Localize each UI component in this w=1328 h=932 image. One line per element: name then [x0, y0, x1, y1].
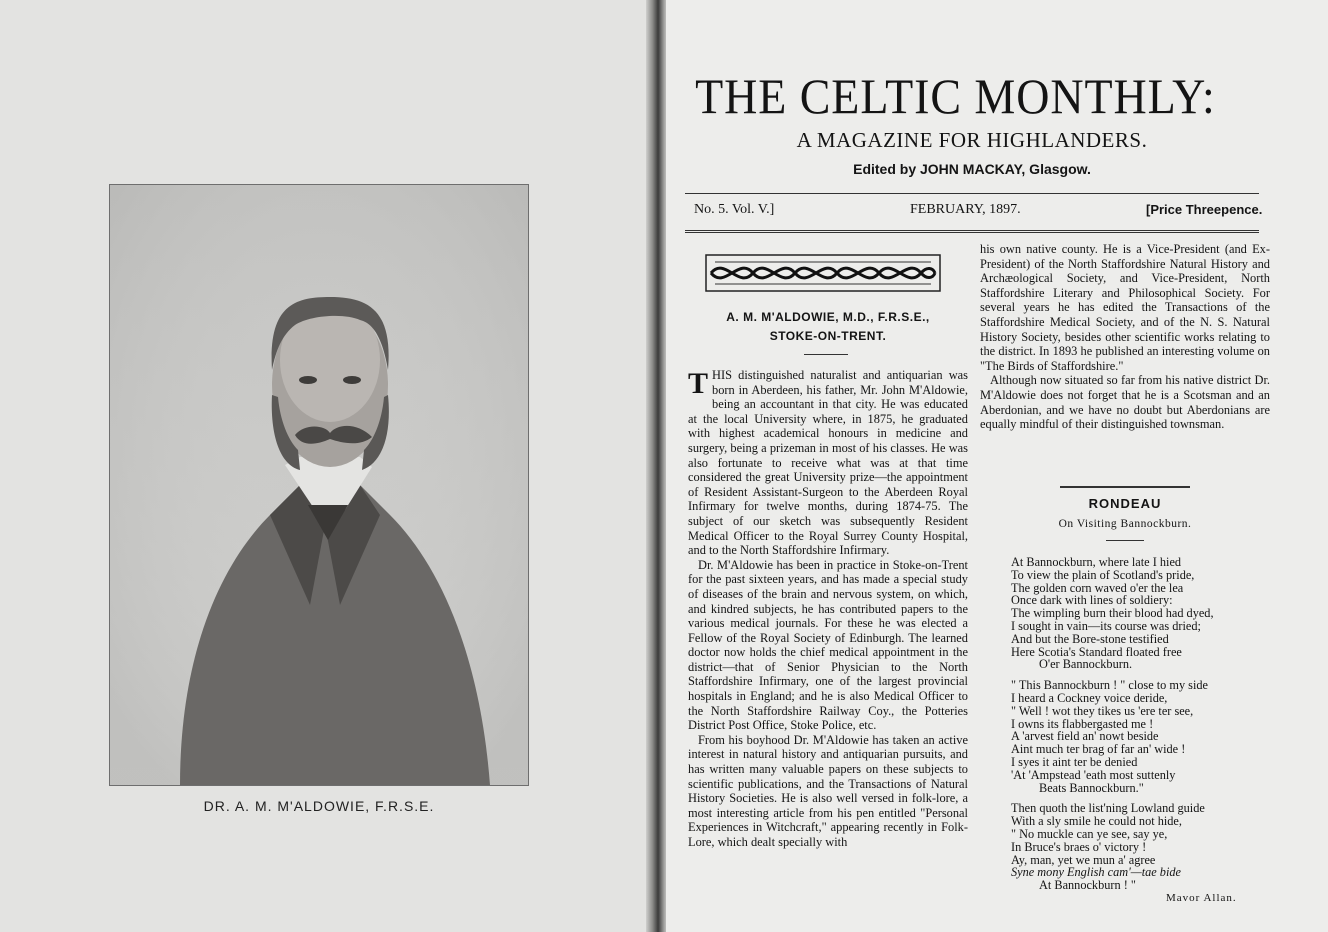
header-rule-top: [685, 193, 1259, 194]
rondeau-title: RONDEAU: [1088, 496, 1162, 511]
portrait-figure: [110, 185, 528, 785]
rondeau-rule: [1060, 486, 1190, 488]
masthead-subtitle: A MAGAZINE FOR HIGHLANDERS.: [796, 128, 1148, 152]
article-paragraph-2: Dr. M'Aldowie has been in practice in Stoke-on-Trent for the past sixteen years, and has made a special study of diseases of the brain and nervous system, on which, and kindred subjects, he has contributed papers to the various medical journals. For these he was elected a Fellow of the Royal Society of Edinburgh. The learned doctor now holds the chief medical appointment in the district—that of Senior Physician to the North Staffordshire Infirmary, one of the largest provincial hospitals in England; and he is also Medical Officer to the North Staffordshire Railway Coy., the Potteries District Post Office, Stoke Police, etc.: [688, 557, 968, 733]
article-paragraph-5: Although now situated so far from his native district Dr. M'Aldowie does not forget that he is a Scotsman and an Aberdonian, and we have no doubt but Aberdonians are equally mindful of their distinguished townsman.: [980, 373, 1270, 432]
poem-line: " Well ! wot they tikes us 'ere ter see,: [1011, 703, 1194, 718]
celtic-knot-ornament: [705, 254, 941, 292]
poem-line: Once dark with lines of soldiery:: [1011, 593, 1173, 608]
article-paragraph-4: his own native county. He is a Vice-President (and Ex-President) of the North Staffordshire Natural History and Archæological Society, and Vice-President, North Staffordshire Literary and Philosophical Society. For several years he has edited the Transactions of the Staffordshire Medical Society, and of the N. S. Natural History Society, besides other scientific works relating to the district. In 1893 he published an interesting volume on "The Birds of Staffordshire.": [980, 242, 1270, 373]
poem-author: Mavor Allan.: [1166, 892, 1237, 904]
poem-line: 'At 'Ampstead 'eath most suttenly: [1011, 767, 1176, 782]
poem-line: And but the Bore-stone testified: [1011, 631, 1169, 646]
poem-line: I sought in vain—its course was dried;: [1011, 618, 1201, 633]
poem-stanza-2: [1011, 679, 1271, 794]
left-page: [0, 0, 654, 932]
article-paragraph-1: HIS distinguished naturalist and antiquarian was born in Aberdeen, his father, Mr. John M'Aldowie, being an accountant in that city. He was educated at the local University where, in 1875, he graduated with highest academical honours in medicine and surgery, being a prizeman in most of his classes. He was also fortunate to receive what was at that time considered the great University prize—the appointment of Resident Assistant-Surgeon to the Aberdeen Royal Infirmary for twelve months, during 1874-75. The subject of our sketch was subsequently Resident Medical Officer to the Royal Surrey County Hospital, and to the North Staffordshire Infirmary.: [688, 368, 968, 558]
rondeau-subtitle-rule: [1106, 540, 1144, 541]
poem-stanza-3: [1011, 802, 1271, 892]
article-title-rule: [804, 354, 848, 355]
poem-line: Here Scotia's Standard floated free: [1011, 644, 1182, 659]
poem-line: I syes it aint ter be denied: [1011, 754, 1138, 769]
poem-refrain: At Bannockburn ! ": [1039, 878, 1136, 893]
poem-line: The golden corn waved o'er the lea: [1011, 580, 1184, 595]
poem-line: The wimpling burn their blood had dyed,: [1011, 606, 1214, 621]
poem-line: In Bruce's braes o' victory !: [1011, 839, 1147, 854]
article-column-1: [688, 368, 968, 850]
poem-line: I heard a Cockney voice deride,: [1011, 690, 1168, 705]
poem-refrain: O'er Bannockburn.: [1039, 657, 1133, 672]
poem-line: Aint much ter brag of far an' wide !: [1011, 742, 1186, 757]
poem-line: Then quoth the list'ning Lowland guide: [1011, 801, 1205, 816]
book-gutter: [646, 0, 668, 932]
editor-line: Edited by JOHN MACKAY, Glasgow.: [853, 161, 1091, 177]
portrait-caption: DR. A. M. M'ALDOWIE, F.R.S.E.: [203, 798, 435, 814]
issue-price: [Price Threepence.: [1146, 202, 1263, 217]
poem-stanza-1: [1011, 556, 1271, 671]
poem-refrain: Beats Bannockburn.": [1039, 780, 1144, 795]
poem-line: Syne mony English cam'—tae bide: [1011, 865, 1181, 880]
right-page: [666, 0, 1328, 932]
article-title-line-1: A. M. M'ALDOWIE, M.D., F.R.S.E.,: [726, 310, 930, 324]
article-title: [688, 308, 968, 346]
portrait-photograph: [109, 184, 529, 786]
issue-date: FEBRUARY, 1897.: [910, 202, 1021, 217]
poem-line: To view the plain of Scotland's pride,: [1011, 567, 1195, 582]
article-title-line-2: STOKE-ON-TRENT.: [769, 329, 887, 343]
header-rule-bottom: [685, 230, 1259, 233]
issue-number: No. 5. Vol. V.]: [694, 202, 775, 217]
poem-line: " This Bannockburn ! " close to my side: [1011, 678, 1208, 693]
drop-cap: T: [688, 367, 709, 400]
poem-line: With a sly smile he could not hide,: [1011, 814, 1182, 829]
poem-line: " No muckle can ye see, say ye,: [1011, 826, 1168, 841]
article-column-2: [980, 242, 1270, 432]
rondeau-poem: [1011, 556, 1271, 900]
poem-line: Ay, man, yet we mun a' agree: [1011, 852, 1156, 867]
masthead-title: THE CELTIC MONTHLY:: [695, 68, 1216, 124]
poem-line: A 'arvest field an' nowt beside: [1011, 729, 1159, 744]
poem-line: At Bannockburn, where late I hied: [1011, 555, 1182, 569]
rondeau-subtitle: On Visiting Bannockburn.: [1058, 518, 1192, 530]
poem-line: I owns its flabbergasted me !: [1011, 716, 1154, 731]
article-paragraph-3: From his boyhood Dr. M'Aldowie has taken an active interest in natural history and antiquarian pursuits, and has written many valuable papers on these subjects to scientific publications, and the Transactions of Natural History Societies. He is also well versed in folk-lore, a most interesting article from his pen entitled "Personal Experiences in Witchcraft," appearing recently in Folk-Lore, which dealt specially with: [688, 732, 968, 849]
